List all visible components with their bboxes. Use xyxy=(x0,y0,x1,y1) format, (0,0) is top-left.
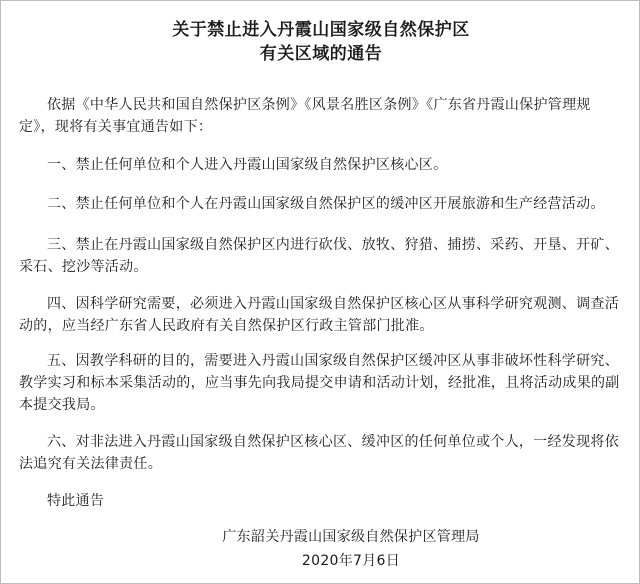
issue-date: 2020年7月6日 xyxy=(301,553,401,569)
notice-title-line-1: 关于禁止进入丹霞山国家级自然保护区 xyxy=(172,20,470,40)
notice-closing: 特此通告 xyxy=(47,493,105,509)
notice-item-3: 三、禁止在丹霞山国家级自然保护区内进行砍伐、放牧、狩猎、捕捞、采药、开垦、开矿、采石、挖沙等活动。 xyxy=(19,237,619,275)
notice-item-6: 六、对非法进入丹霞山国家级自然保护区核心区、缓冲区的任何单位或个人，一经发现将依法追究有关法律责任。 xyxy=(19,434,619,472)
issuer-signature: 广东韶关丹霞山国家级自然保护区管理局 xyxy=(222,529,480,545)
notice-item-2: 二、禁止任何单位和个人在丹霞山国家级自然保护区的缓冲区开展旅游和生产经营活动。 xyxy=(47,196,605,212)
notice-item-1: 一、禁止任何单位和个人进入丹霞山国家级自然保护区核心区。 xyxy=(47,157,448,173)
notice-item-4: 四、因科学研究需要，必须进入丹霞山国家级自然保护区核心区从事科学研究观测、调查活动的，应当经广东省人民政府有关自然保护区行政主管部门批准。 xyxy=(19,296,619,334)
notice-item-5: 五、因教学科研的目的，需要进入丹霞山国家级自然保护区缓冲区从事非破坏性科学研究、教学实习和标本采集活动的，应当事先向我局提交申请和活动计划，经批准，且将活动成果的副本提交我局。 xyxy=(19,353,620,413)
notice-preamble: 依据《中华人民共和国自然保护区条例》《风景名胜区条例》《广东省丹霞山保护管理规定》，现将有关事宜通告如下： xyxy=(19,97,591,135)
notice-title-line-2: 有关区域的通告 xyxy=(259,44,383,64)
